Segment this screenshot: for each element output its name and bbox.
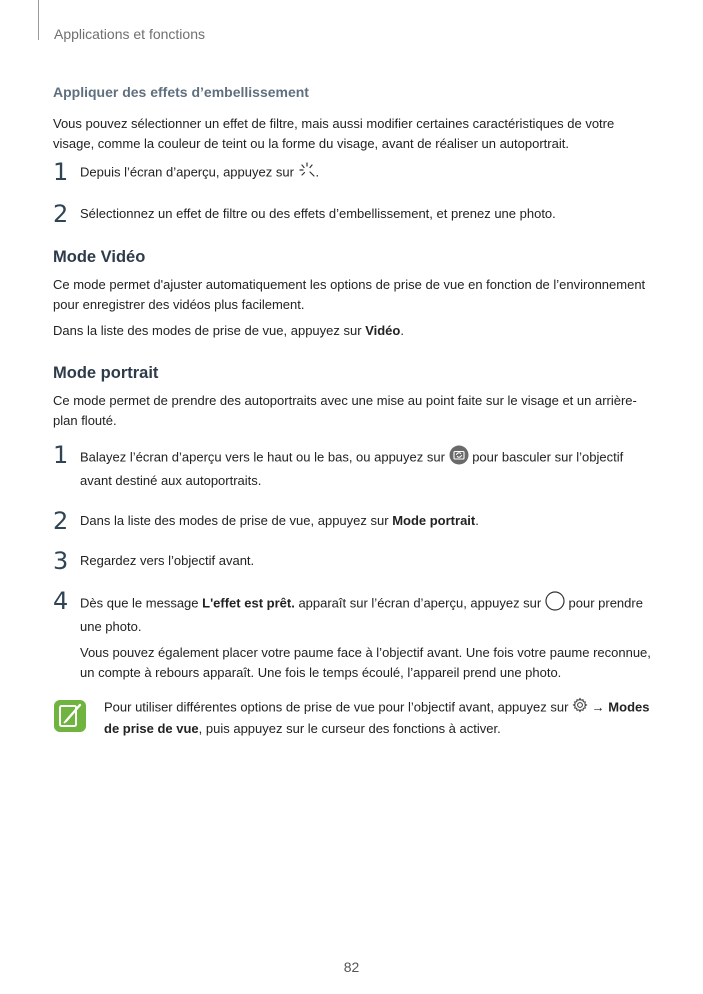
instruction-text: Dans la liste des modes de prise de vue, appuyez sur	[53, 323, 362, 338]
header-rule	[38, 0, 39, 40]
video-mode-intro: Ce mode permet d'ajuster automatiquement les options de prise de vue en fonction de l’environnement pour enregistrer des vidéos plus facilement.	[53, 277, 646, 312]
note-box	[53, 697, 653, 739]
video-mode-label: Vidéo	[365, 323, 401, 338]
note-text-end: , puis appuyez sur le curseur des fonctions à activer.	[198, 721, 501, 736]
step-text-end: pour basculer sur l’objectif avant destiné aux autoportraits.	[80, 449, 624, 488]
page-number: 82	[343, 959, 360, 975]
portrait-step-4-extra: Vous pouvez également placer votre paume face à l’objectif avant. Une fois votre paume reconnue, un compte à rebours apparaît. Une fois le temps écoulé, l’appareil prend une photo.	[80, 645, 651, 680]
beauty-intro: Vous pouvez sélectionner un effet de filtre, mais aussi modifier certaines caractéristiques de votre visage, comme la couleur de teint ou la forme du visage, avant de réaliser un autoportrait.	[53, 116, 615, 151]
video-mode-instruction	[53, 321, 653, 341]
note-icon	[53, 699, 87, 733]
step-text: Dans la liste des modes de prise de vue, appuyez sur	[80, 513, 389, 528]
switch-camera-icon	[449, 445, 469, 471]
page-header-title: Applications et fonctions	[54, 26, 205, 42]
portrait-step-2	[53, 507, 653, 535]
beauty-step-2	[53, 200, 653, 228]
step-number: 3	[53, 547, 69, 575]
step-text: Balayez l’écran d’aperçu vers le haut ou le bas, ou appuyez sur	[80, 449, 445, 465]
step-text: Depuis l’écran d’aperçu, appuyez sur	[80, 164, 294, 180]
portrait-mode-label: Mode portrait	[392, 513, 476, 528]
step-number: 2	[53, 200, 69, 228]
step-number: 1	[53, 158, 69, 186]
step-number: 1	[53, 441, 69, 469]
step-number: 2	[53, 507, 69, 535]
instruction-end: .	[400, 323, 404, 338]
step-text-end: .	[475, 513, 479, 528]
note-text: Pour utiliser différentes options de prise de vue pour l’objectif avant, appuyez sur	[104, 699, 569, 715]
step-text-end: pour prendre une photo.	[80, 595, 643, 634]
sparkle-icon	[298, 162, 316, 184]
step-text-end: .	[315, 164, 320, 180]
portrait-step-1	[53, 441, 653, 491]
shutter-icon	[545, 591, 565, 617]
video-mode-title: Mode Vidéo	[53, 248, 146, 266]
portrait-mode-title: Mode portrait	[53, 364, 159, 382]
arrow-glyph: →	[591, 699, 605, 715]
portrait-mode-intro: Ce mode permet de prendre des autoportraits avec une mise au point faite sur le visage et un arrière-plan flouté.	[53, 393, 637, 428]
beauty-section-title: Appliquer des effets d’embellissement	[53, 84, 309, 100]
page-content	[53, 82, 653, 739]
portrait-step-4	[53, 587, 653, 637]
step-text: Regardez vers l’objectif avant.	[80, 553, 255, 568]
shooting-modes-label: Modes de prise de vue	[104, 699, 650, 736]
step-text-middle: apparaît sur l’écran d’aperçu, appuyez sur	[298, 595, 542, 611]
portrait-step-3	[53, 547, 653, 575]
gear-icon	[572, 697, 588, 719]
effect-ready-message: L'effet est prêt.	[202, 595, 295, 611]
step-text: Sélectionnez un effet de filtre ou des effets d’embellissement, et prenez une photo.	[80, 206, 556, 221]
step-text: Dès que le message	[80, 595, 199, 611]
beauty-step-1	[53, 158, 653, 186]
step-number: 4	[53, 587, 69, 615]
